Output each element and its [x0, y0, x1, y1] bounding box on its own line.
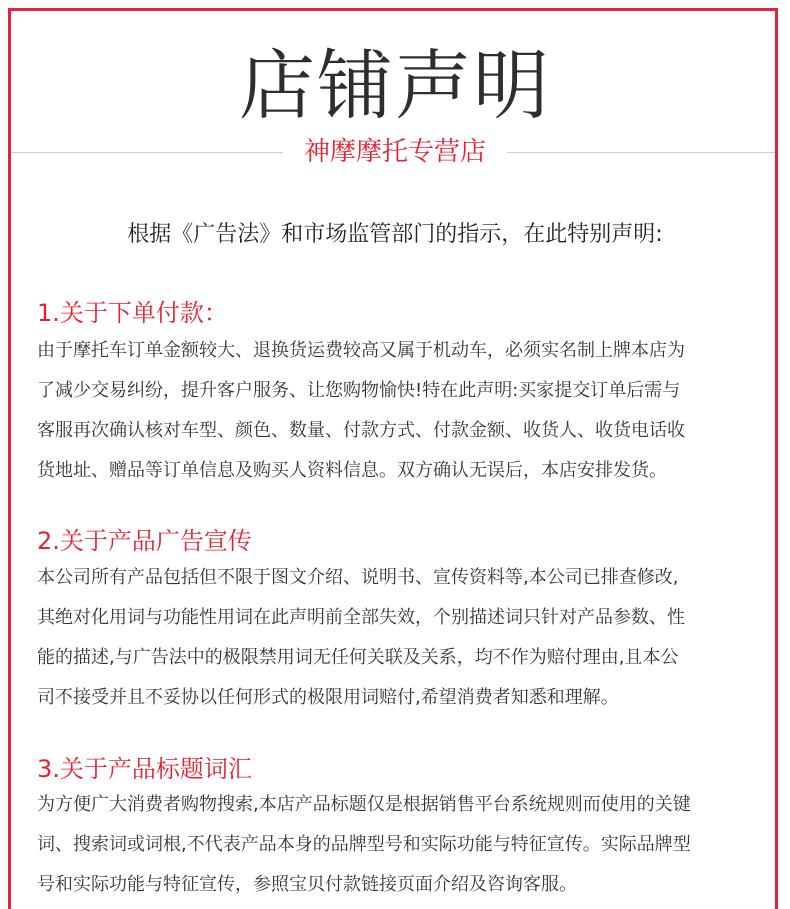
page-title: 店铺声明 — [239, 41, 551, 130]
section-line: 号和实际功能与特征宣传，参照宝贝付款链接页面介绍及咨询客服。 — [37, 874, 577, 895]
section-heading-title-terms: 3.关于产品标题词汇 — [37, 755, 252, 783]
section-line: 能的描述,与广告法中的极限禁用词无任何关联及关系，均不作为赔付理由,且本公 — [37, 647, 679, 668]
section-heading-payment: 1.关于下单付款： — [37, 299, 228, 327]
section-line: 本公司所有产品包括但不限于图文介绍、说明书、宣传资料等,本公司已排查修改, — [37, 567, 679, 588]
section-heading-advertising: 2.关于产品广告宣传 — [37, 527, 252, 555]
section-line: 客服再次确认核对车型、颜色、数量、付款方式、付款金额、收货人、收货电话收 — [37, 420, 685, 441]
store-name-subtitle: 神摩摩托专营店 — [303, 137, 486, 167]
section-body-title-terms — [37, 785, 767, 905]
section-line: 了减少交易纠纷，提升客户服务、让您购物愉快!特在此声明:买家提交订单后需与 — [37, 380, 681, 401]
section-line: 为方便广大消费者购物搜索,本店产品标题仅是根据销售平台系统规则而使用的关键 — [37, 794, 691, 815]
section-line: 其绝对化用词与功能性用词在此声明前全部失效，个别描述词只针对产品参数、性 — [37, 607, 685, 628]
section-body-payment — [37, 331, 767, 491]
section-line: 由于摩托车订单金额较大、退换货运费较高又属于机动车，必须实名制上牌本店为 — [37, 340, 685, 361]
section-body-advertising — [37, 558, 767, 718]
section-line: 货地址、赠品等订单信息及购买人资料信息。双方确认无误后，本店安排发货。 — [37, 460, 667, 481]
section-line: 词、搜索词或词根,不代表产品本身的品牌型号和实际功能与特征宣传。实际品牌型 — [37, 834, 691, 855]
section-line: 司不接受并且不妥协以任何形式的极限用词赔付,希望消费者知悉和理解。 — [37, 687, 619, 708]
intro-statement: 根据《广告法》和市场监管部门的指示，在此特别声明: — [127, 222, 663, 247]
